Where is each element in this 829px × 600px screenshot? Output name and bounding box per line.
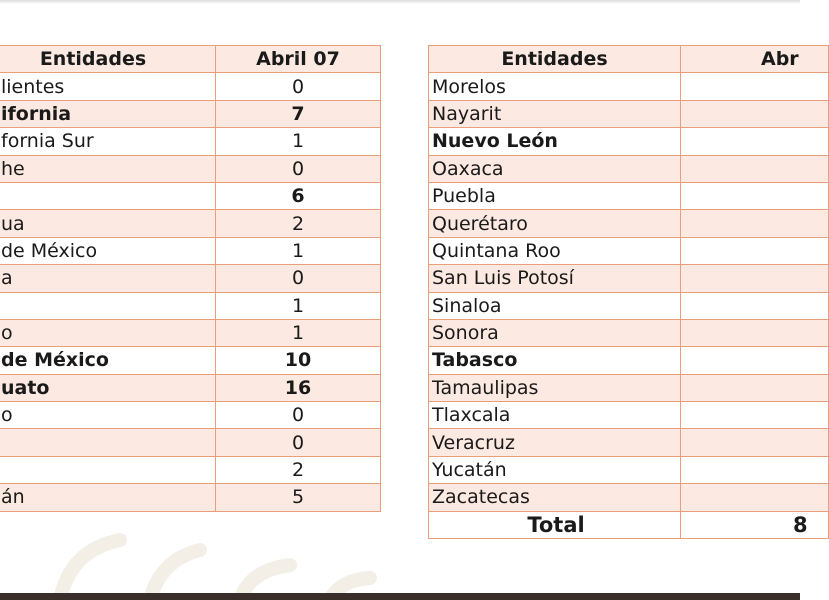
table-row (429, 73, 829, 100)
table-row (0, 347, 381, 374)
table-row (429, 128, 829, 155)
table-row (0, 73, 381, 100)
entity-name: Quintana Roo (429, 237, 681, 264)
case-count (681, 374, 829, 401)
table-row (429, 402, 829, 429)
left-table-header (0, 46, 381, 73)
entity-name: de México (0, 237, 216, 264)
case-count: 1 (216, 237, 381, 264)
case-count (681, 237, 829, 264)
case-count: 0 (216, 429, 381, 456)
entity-name: San Luis Potosí (429, 265, 681, 292)
case-count: 16 (216, 374, 381, 401)
case-count (681, 182, 829, 209)
table-row (0, 429, 381, 456)
entity-name: Oaxaca (429, 155, 681, 182)
case-count: 1 (216, 128, 381, 155)
case-count (681, 210, 829, 237)
table-row (429, 155, 829, 182)
entity-name: Puebla (429, 182, 681, 209)
case-count (681, 347, 829, 374)
table-row (0, 265, 381, 292)
table-row (429, 182, 829, 209)
entity-name: ua (0, 210, 216, 237)
bottom-bar (0, 593, 800, 600)
entity-name: Nayarit (429, 100, 681, 127)
table-row (0, 456, 381, 483)
table-row (429, 429, 829, 456)
case-count: 10 (216, 347, 381, 374)
entity-name: Tamaulipas (429, 374, 681, 401)
case-count (681, 155, 829, 182)
table-row (429, 100, 829, 127)
entity-name: fornia Sur (0, 128, 216, 155)
case-count (681, 100, 829, 127)
header-entidades: Entidades (429, 46, 681, 73)
table-row (429, 347, 829, 374)
entity-name: Querétaro (429, 210, 681, 237)
table-row (0, 128, 381, 155)
table-row (0, 100, 381, 127)
case-count: 0 (216, 73, 381, 100)
entity-name: Sinaloa (429, 292, 681, 319)
table-row (0, 484, 381, 511)
case-count: 1 (216, 319, 381, 346)
case-count (681, 429, 829, 456)
entity-name: de México (0, 347, 216, 374)
header-date: Abril 07 (216, 46, 381, 73)
left-cases-table (0, 45, 381, 512)
case-count: 7 (216, 100, 381, 127)
entity-name (0, 456, 216, 483)
total-value: 8 (681, 511, 829, 538)
table-row (0, 319, 381, 346)
entity-name: he (0, 155, 216, 182)
table-row (429, 210, 829, 237)
case-count (681, 484, 829, 511)
case-count: 2 (216, 210, 381, 237)
case-count (681, 402, 829, 429)
table-row (0, 237, 381, 264)
right-cases-table (428, 45, 829, 539)
table-row (429, 456, 829, 483)
entity-name (0, 292, 216, 319)
entity-name: Veracruz (429, 429, 681, 456)
table-row (429, 484, 829, 511)
header-date: Abr (681, 46, 829, 73)
total-row (429, 511, 829, 538)
entity-name: Tabasco (429, 347, 681, 374)
case-count: 6 (216, 182, 381, 209)
table-row (429, 265, 829, 292)
header-entidades: Entidades (0, 46, 216, 73)
table-row (429, 292, 829, 319)
case-count: 0 (216, 402, 381, 429)
entity-name: uato (0, 374, 216, 401)
entity-name: o (0, 319, 216, 346)
entity-name (0, 429, 216, 456)
case-count: 0 (216, 265, 381, 292)
entity-name: Zacatecas (429, 484, 681, 511)
case-count: 5 (216, 484, 381, 511)
table-row (0, 292, 381, 319)
entity-name: Tlaxcala (429, 402, 681, 429)
case-count (681, 128, 829, 155)
table-row (0, 402, 381, 429)
table-row (429, 374, 829, 401)
case-count (681, 319, 829, 346)
case-count (681, 73, 829, 100)
entity-name: Morelos (429, 73, 681, 100)
entity-name: Nuevo León (429, 128, 681, 155)
total-label: Total (429, 511, 681, 538)
entity-name: lientes (0, 73, 216, 100)
entity-name: o (0, 402, 216, 429)
table-row (0, 155, 381, 182)
right-table-header (429, 46, 829, 73)
table-row (0, 182, 381, 209)
entity-name: ifornia (0, 100, 216, 127)
case-count (681, 265, 829, 292)
entity-name: Yucatán (429, 456, 681, 483)
entity-name (0, 182, 216, 209)
case-count: 2 (216, 456, 381, 483)
table-row (429, 237, 829, 264)
table-row (429, 319, 829, 346)
entity-name: án (0, 484, 216, 511)
entity-name: a (0, 265, 216, 292)
table-row (0, 210, 381, 237)
case-count (681, 456, 829, 483)
case-count: 0 (216, 155, 381, 182)
case-count (681, 292, 829, 319)
table-row (0, 374, 381, 401)
entity-name: Sonora (429, 319, 681, 346)
case-count: 1 (216, 292, 381, 319)
